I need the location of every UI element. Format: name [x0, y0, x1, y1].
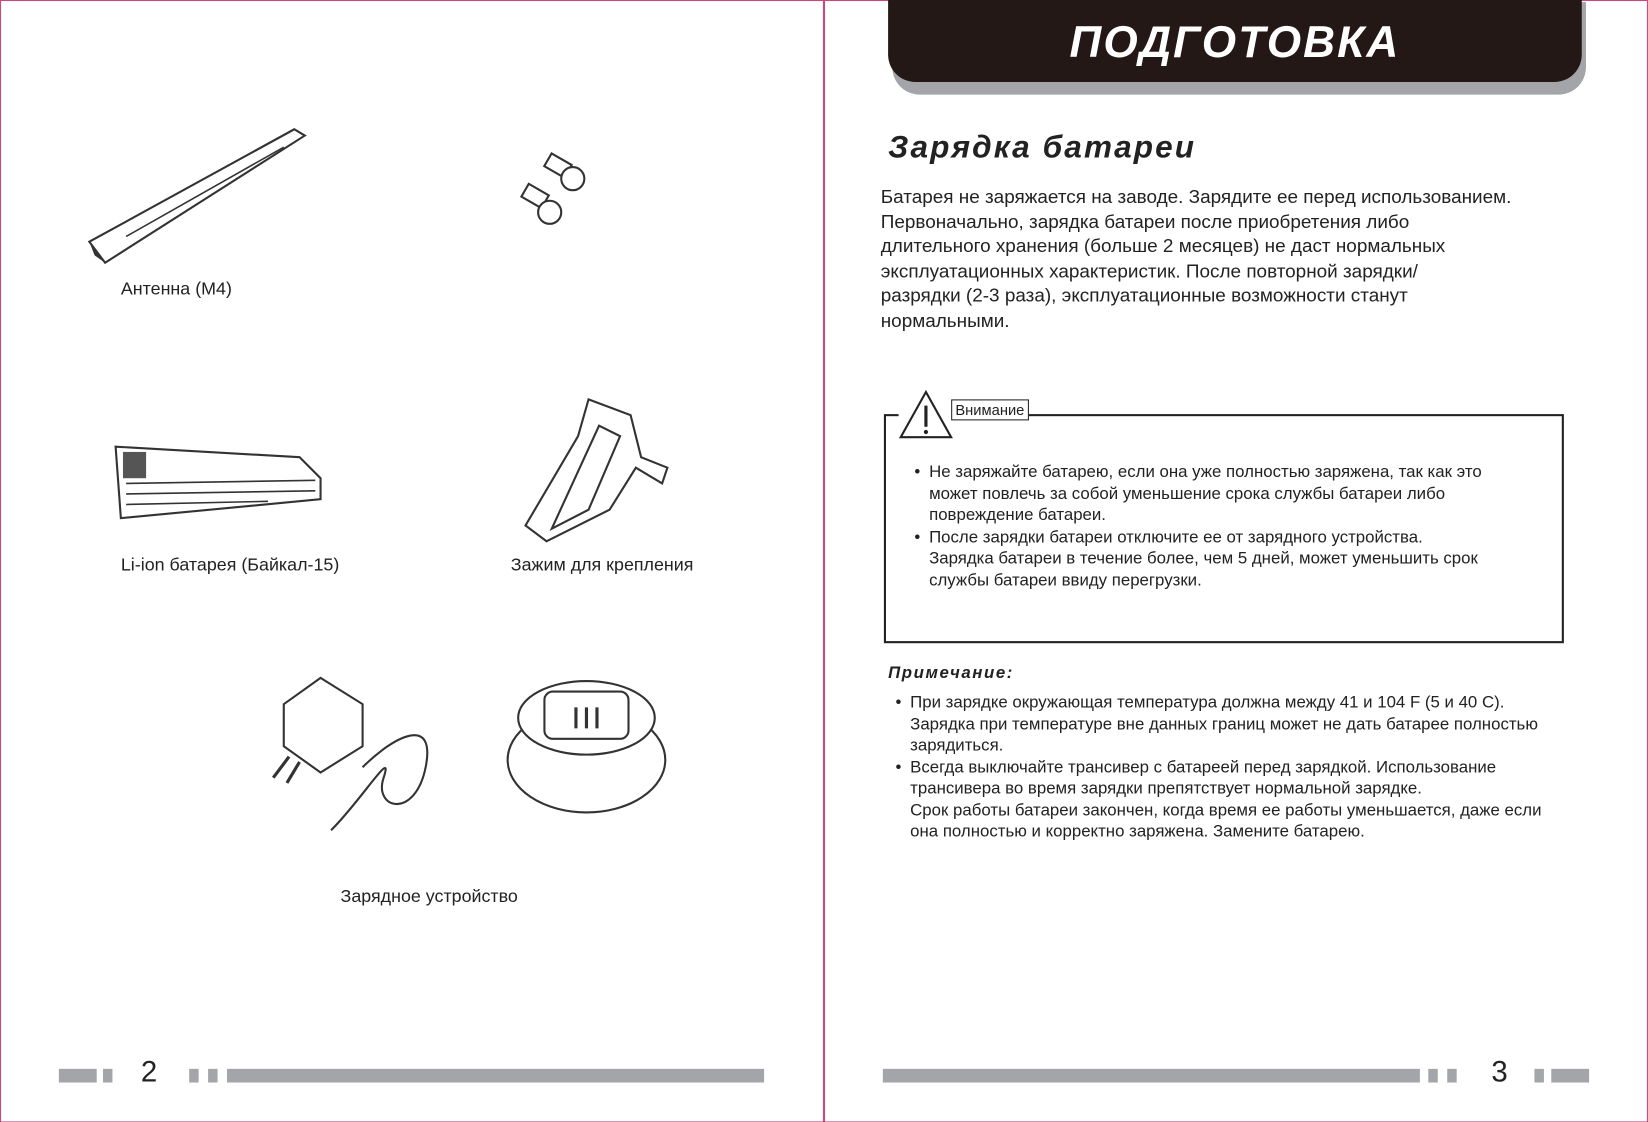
screws-illustration	[515, 147, 599, 236]
warning-item: • Не заряжайте батарею, если она уже полностью заряжена, так как это может повлечь за собой уменьшение срока службы батареи либо повреждение батареи.	[914, 462, 1481, 527]
footer-bar	[208, 1069, 217, 1083]
desktop-charger-illustration	[502, 660, 670, 818]
footer-bar	[227, 1069, 764, 1083]
antenna-illustration	[84, 121, 315, 268]
note-item: • Всегда выключайте трансивер с батареей перед зарядкой. Использование трансивера во время зарядки препятствует нормальной зарядке. Срок работы батареи закончен, когда время ее работы уменьшается, даже если она полностью и корректно заряжена. Замените батарею.	[895, 757, 1541, 843]
charger-caption: Зарядное устройство	[340, 885, 518, 906]
footer-bar	[1551, 1069, 1589, 1083]
battery-caption: Li-ion батарея (Байкал-15)	[120, 554, 340, 575]
battery-illustration	[110, 436, 331, 525]
note-title: Примечание:	[888, 664, 1014, 683]
belt-clip-caption: Зажим для крепления	[510, 554, 694, 575]
body-text: Батарея не заряжается на заводе. Зарядите ее перед использованием. Первоначально, зарядка батареи после приобретения либо длительного хранения (больше 2 месяцев) не даст нормальных эксплуатационных характеристик. После повторной зарядки/ разрядки (2-3 раза), эксплуатационные возможности станут нормальными.	[880, 186, 1512, 332]
warning-list	[914, 462, 1481, 591]
footer-bar	[59, 1069, 97, 1083]
footer-bar	[1428, 1069, 1437, 1083]
warning-label: Внимание	[951, 399, 1028, 420]
footer-bar	[1534, 1069, 1543, 1083]
footer-bar	[1447, 1069, 1456, 1083]
belt-clip-illustration	[515, 394, 673, 546]
section-title: Зарядка батареи	[888, 130, 1197, 166]
chapter-header	[888, 0, 1582, 82]
note-item: • При зарядке окружающая температура должна между 41 и 104 F (5 и 40 C). Зарядка при температуре вне данных границ может не дать батарее полностью зарядиться.	[895, 693, 1541, 758]
footer-bar	[103, 1069, 112, 1083]
antenna-caption: Антенна (М4)	[120, 278, 232, 299]
note-list	[895, 693, 1541, 844]
chapter-title: ПОДГОТОВКА	[1069, 16, 1401, 67]
warning-item: • После зарядки батареи отключите ее от зарядного устройства. Зарядка батареи в течение более, чем 5 дней, может уменьшить срок службы батареи ввиду перегрузки.	[914, 527, 1481, 592]
wall-adapter-illustration	[257, 673, 446, 841]
warning-triangle-icon	[899, 389, 954, 439]
footer-bar	[189, 1069, 198, 1083]
footer-bar	[883, 1069, 1420, 1083]
page-number: 3	[1491, 1055, 1508, 1088]
page-number: 2	[140, 1055, 158, 1088]
